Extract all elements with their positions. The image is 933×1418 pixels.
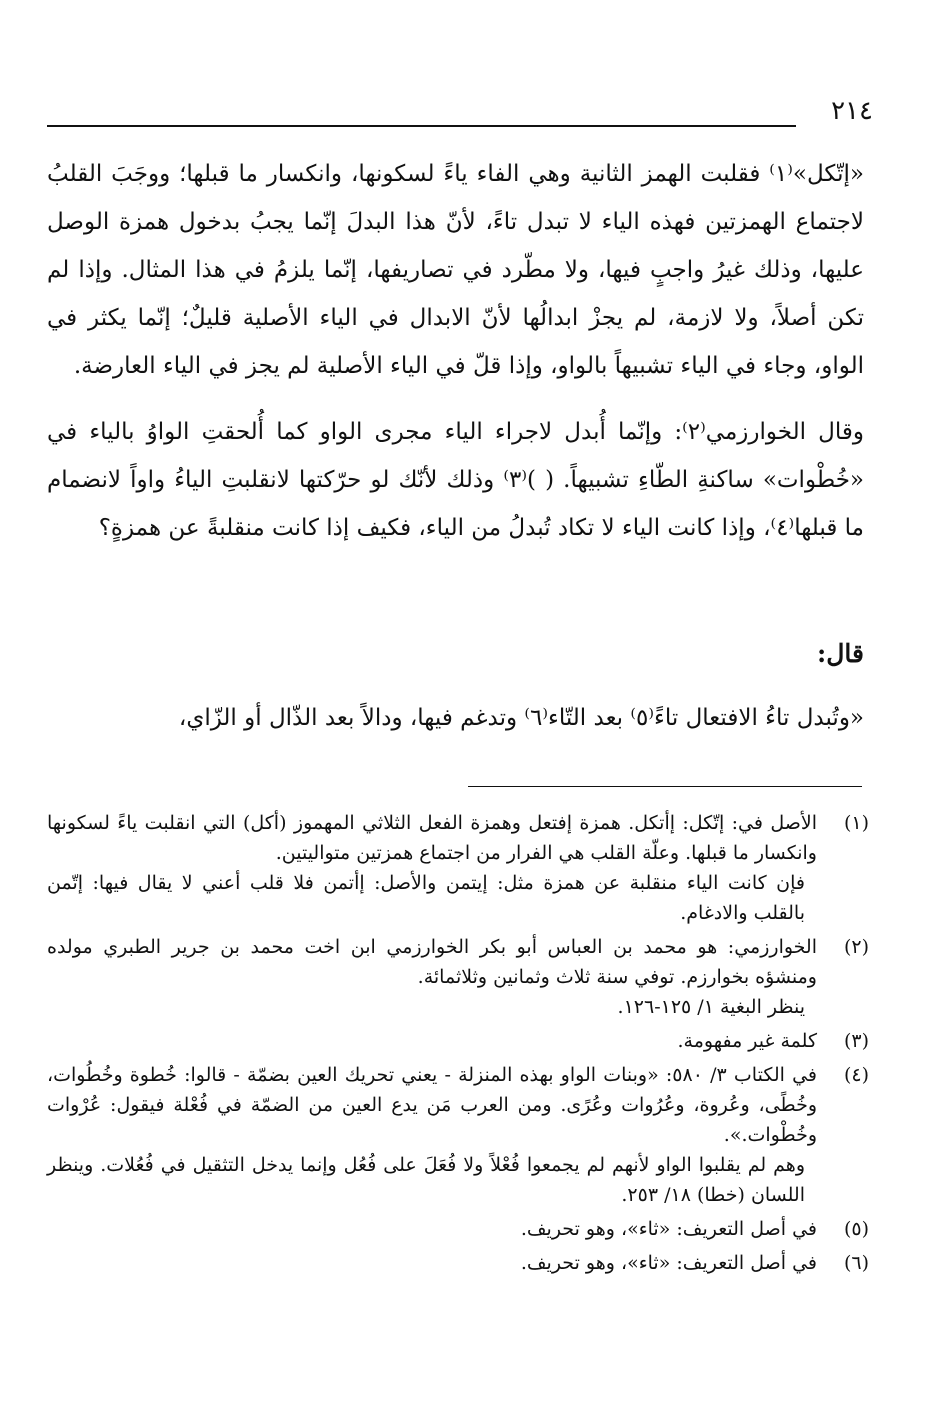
footnote-4 (47, 1060, 869, 1210)
footnote-text: كلمة غير مفهومة. (677, 1030, 817, 1052)
page-number: ٢١٤ (831, 96, 873, 126)
footnote-3 (47, 1026, 869, 1056)
footnote-text: في الكتاب ٣/ ٥٨٠: «وبنات الواو بهذه المنزلة - يعني تحريك العين بضمّة - قالوا: خُطوة وخُطُوات، وخُطًى، وعُروة، وعُرُوات وعُرًى. ومن العرب مَن يدع العين من الضمّة في فُعْلة فيقول: عُرْوات وخُطْوات.». (47, 1064, 817, 1146)
paragraph-1: «إتّكل»⁽١⁾ فقلبت الهمز الثانية وهي الفاء ياءً لسكونها، وانكسار ما قبلها؛ ووجَبَ القلبُ لاجتماع الهمزتين فهذه الياء لا تبدل تاءً، لأنّ هذا البدلَ إنّما يجبُ بدخول همزة الوصل عليها، وذلك غيرُ واجبٍ فيها، ولا مطّرد في تصاريفها، إنّما يلزمُ في هذا المثال. وإذا لم تكن أصلاً، ولا لازمة، لم يجزْ ابدالُها لأنّ الابدال في الياء الأصلية قليلٌ؛ إنّما يكثر في الواو، وجاء في الياء تشبيهاً بالواو، وإذا قلّ في الياء الأصلية لم يجز في الياء العارضة. (47, 161, 864, 379)
footnote-1 (47, 808, 869, 928)
footnote-number: (٣) (843, 1030, 869, 1052)
footnote-text: الأصل في: إتّكل: إأتكل. همزة إفتعل وهمزة الفعل الثلاثي المهموز (أكل) التي انقلبت ياءً لسكونها وانكسار ما قبلها. وعلّة القلب هي الفرار من اجتماع همزتين متواليتين. (47, 812, 817, 864)
footnote-number: (٢) (843, 936, 869, 958)
footnote-extra: فإن كانت الياء منقلبة عن همزة مثل: إيتمن والأصل: إأتمن فلا قلب أعني لا يقال فيها: إتّمن بالقلب والادغام. (47, 872, 805, 924)
footnotes (47, 808, 869, 1280)
footnote-number: (٥) (843, 1218, 869, 1240)
main-text (47, 150, 864, 742)
footnote-6 (47, 1248, 869, 1278)
footnote-extra: وهم لم يقلبوا الواو لأنهم لم يجمعوا فُعْلاً ولا فُعَلَ على فُعُل وإنما يدخل التثقيل في فُعُلات. وينظر اللسان (خطا) ١٨/ ٢٥٣. (47, 1154, 805, 1206)
paragraph-3: «وتُبدل تاءُ الافتعال تاءً⁽٥⁾ بعد التّاء⁽٦⁾ وتدغم فيها، ودالاً بعد الذّال أو الزّاي، (178, 705, 864, 731)
footnote-5 (47, 1214, 869, 1244)
footnote-number: (٦) (843, 1252, 869, 1274)
footnote-number: (١) (843, 812, 869, 834)
footnote-rule (468, 786, 862, 787)
footnote-extra: ينظر البغية ١/ ١٢٥-١٢٦. (617, 996, 805, 1018)
footnote-2 (47, 932, 869, 1022)
section-heading: قال: (817, 639, 864, 668)
paragraph-2: وقال الخوارزمي⁽٢⁾: وإنّما أُبدل لاجراء الياء مجرى الواو كما أُلحقتِ الواوُ بالياء في «خُطْوات» ساكنةِ الطّاءِ تشبيهاً. ( )⁽٣⁾ وذلك لأنّك لو حرّكتها لانقلبتِ الياءُ واواً لانضمام ما قبلها⁽٤⁾، وإذا كانت الياء لا تكاد تُبدلُ من الياء، فكيف إذا كانت منقلبةً عن همزةٍ؟ (47, 419, 864, 541)
footnote-text: في أصل التعريف: «ثاء»، وهو تحريف. (520, 1252, 817, 1274)
footnote-text: الخوارزمي: هو محمد بن العباس أبو بكر الخوارزمي ابن اخت محمد بن جرير الطبري مولده ومنشؤه بخوارزم. توفي سنة ثلاث وثمانين وثلاثمائة. (47, 936, 817, 988)
header-rule (47, 125, 796, 127)
footnote-text: في أصل التعريف: «ثاء»، وهو تحريف. (520, 1218, 817, 1240)
footnote-number: (٤) (843, 1064, 869, 1086)
